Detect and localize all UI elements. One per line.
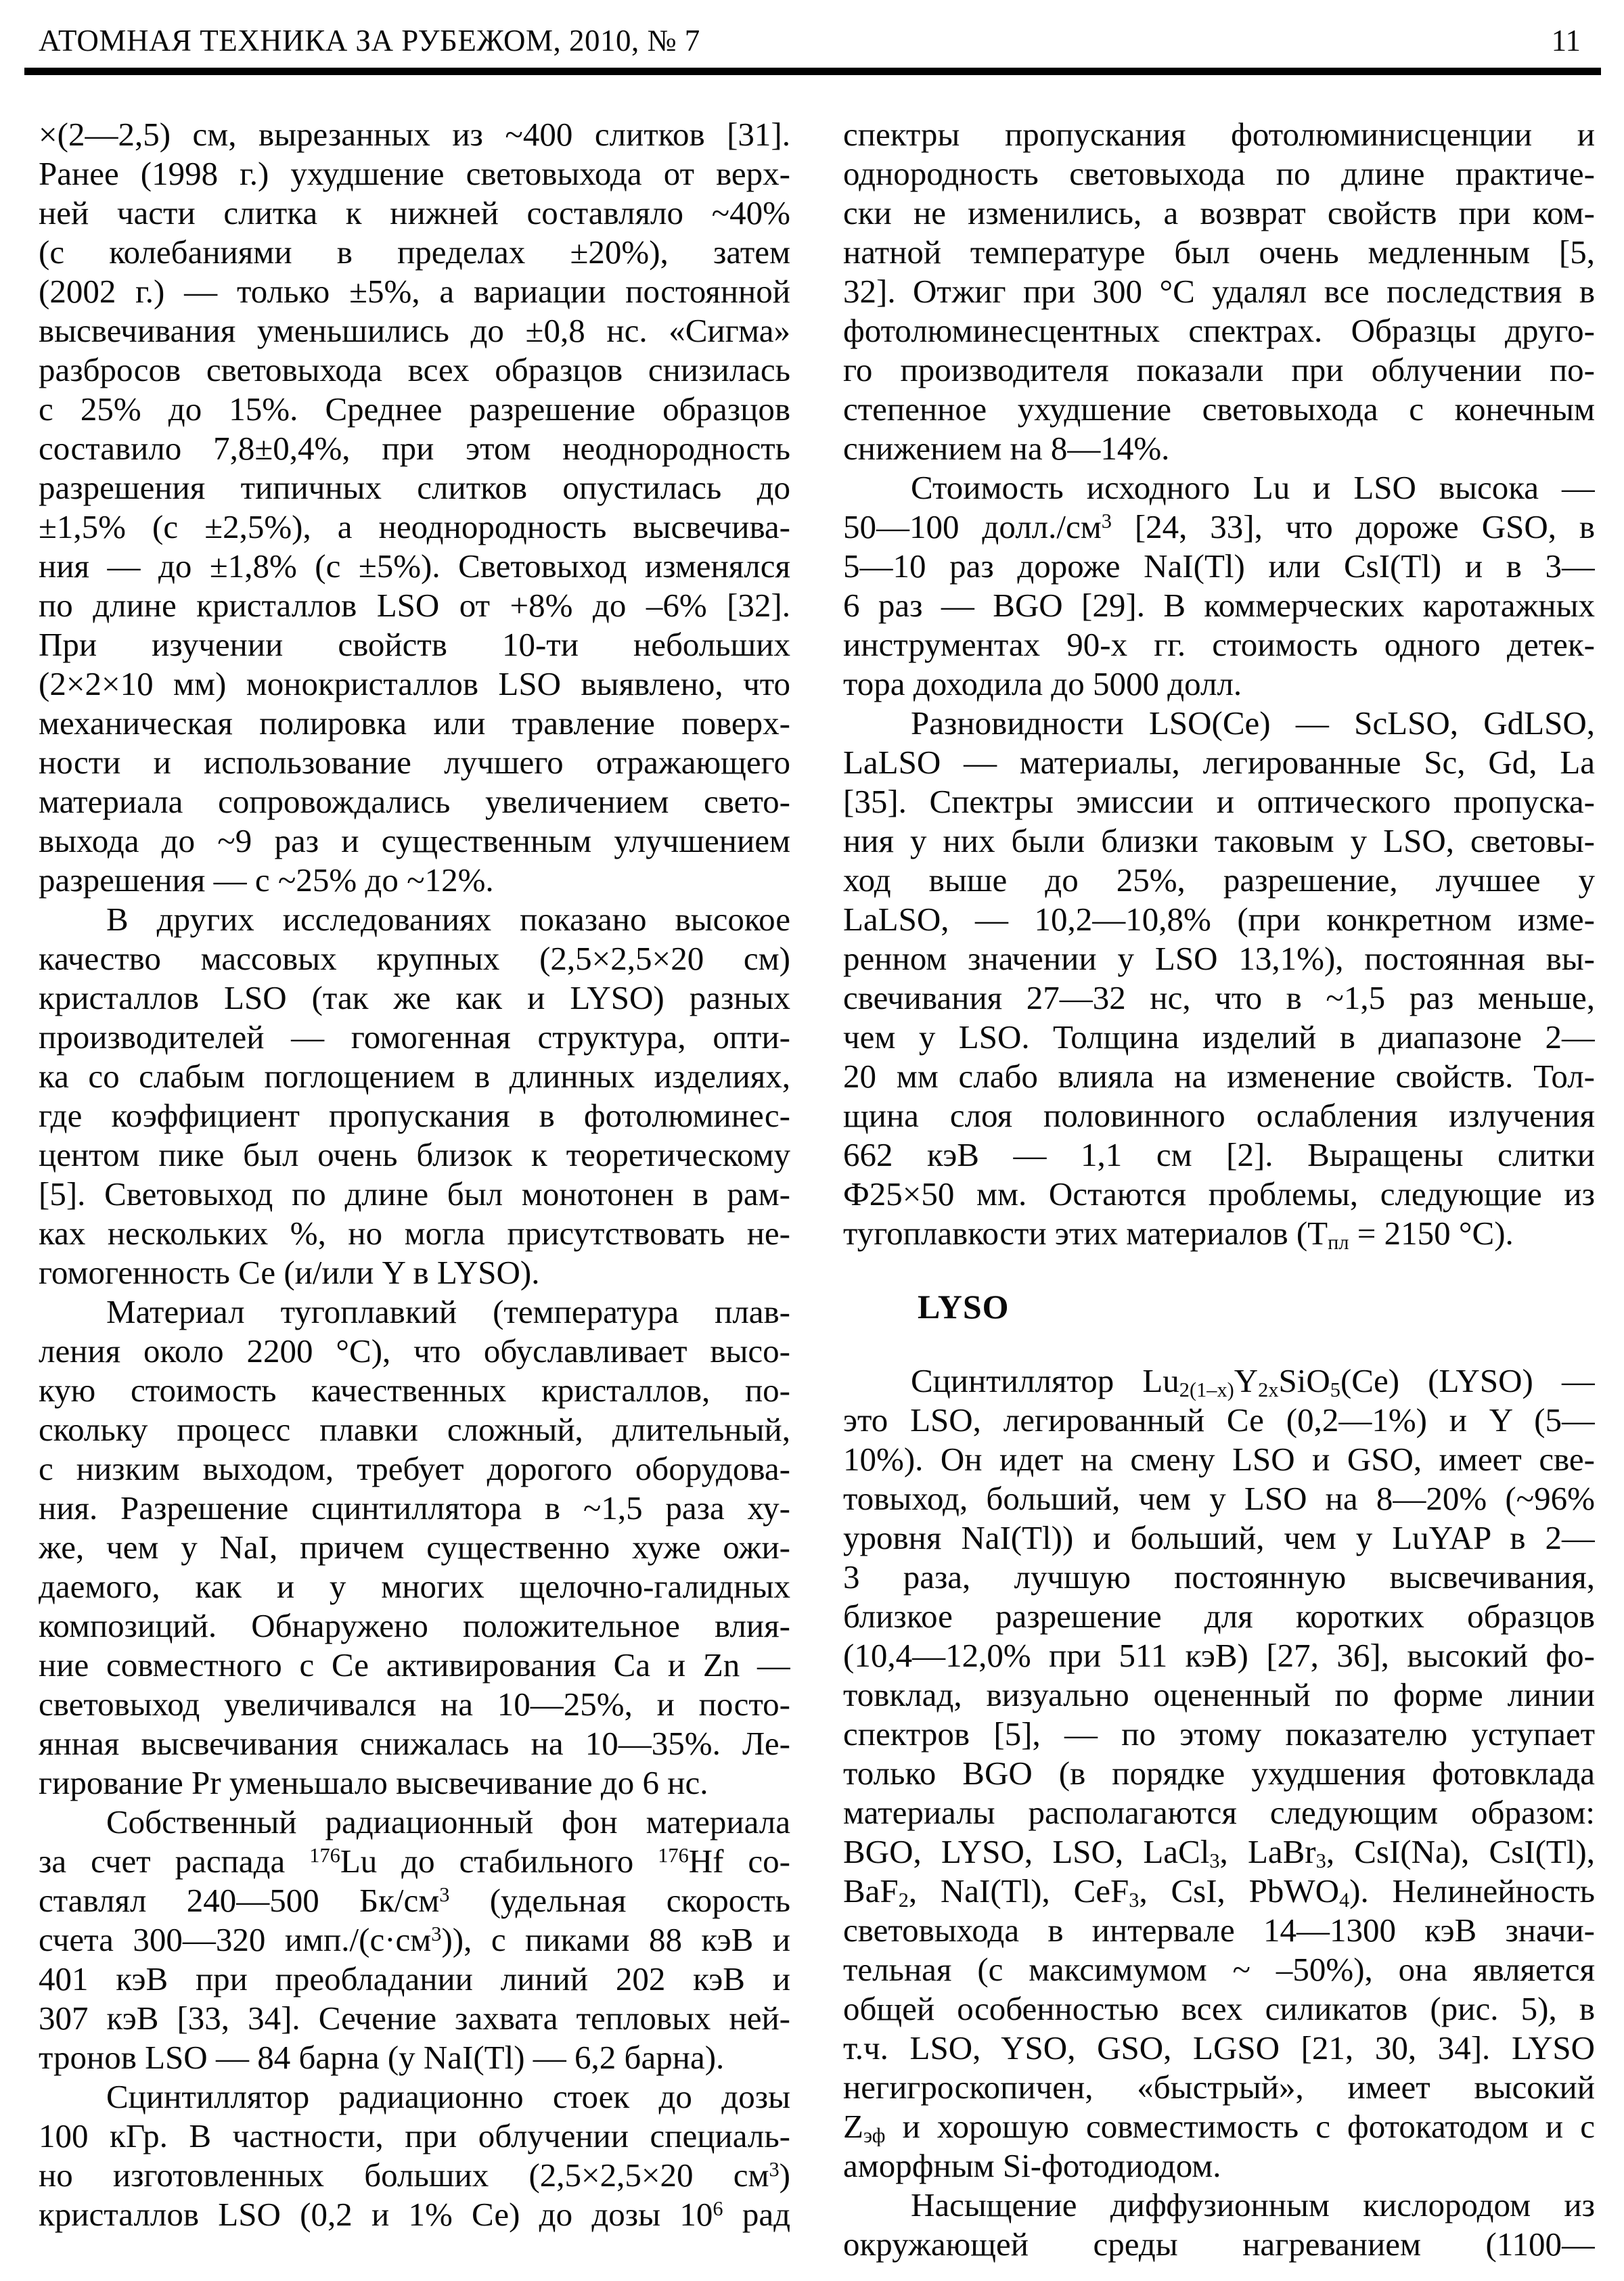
text-line: Ф25×50 мм. Остаются проблемы, следующие из xyxy=(843,1175,1595,1213)
text-line: тельная (с максимумом ~ –50%), она является xyxy=(843,1951,1595,1988)
text-line: Ранее (1998 г.) ухудшение световыхода от верх- xyxy=(39,155,790,192)
text-line: $Z_{эф}$ и хорошую совместимость с фотокатодом и с xyxy=(843,2108,1595,2146)
text-line: кристаллов LSO (так же как и LYSO) разных xyxy=(39,979,790,1016)
text-line: ния у них были близки таковым у LSO, световы- xyxy=(843,822,1595,859)
text-line: щина слоя половинного ослабления излучения xyxy=(843,1097,1595,1134)
text-line: Разновидности LSO(Ce) — ScLSO, GdLSO, xyxy=(911,704,1595,742)
text-line: по длине кристаллов LSO от +8% до –6% [32]. xyxy=(39,587,790,624)
text-line: BaF$_2$, NaI(Tl), CeF$_3$, CsI, PbWO$_4$). Нелинейность xyxy=(843,1872,1595,1911)
text-line: гирование Pr уменьшало высвечивание до 6 нс. xyxy=(39,1764,708,1801)
text-line: кую стоимость качественных кристаллов, по- xyxy=(39,1372,790,1409)
text-line: снижением на 8—14%. xyxy=(843,430,1170,467)
text-line: ±1,5% (с ±2,5%), а неоднородность высвечива- xyxy=(39,508,790,545)
text-line: качество массовых крупных (2,5×2,5×20 см) xyxy=(39,940,790,977)
text-line: ренном значении у LSO 13,1%), постоянная вы- xyxy=(843,940,1595,977)
text-line: тронов LSO — 84 барна (у NaI(Tl) — 6,2 барна). xyxy=(39,2039,725,2076)
text-line: спектров [5], — по этому показателю уступает xyxy=(843,1715,1595,1753)
text-line: однородность световыхода по длине практиче- xyxy=(843,155,1595,192)
text-line: 100 кГр. В частности, при облучении специаль- xyxy=(39,2117,790,2154)
text-line: где коэффициент пропускания в фотолюминес- xyxy=(39,1097,790,1134)
text-line: ности и использование лучшего отражающего xyxy=(39,744,790,781)
text-line: разбросов световыхода всех образцов снизилась xyxy=(39,351,790,388)
text-line: Собственный радиационный фон материала xyxy=(106,1803,790,1840)
text-line: Насыщение диффузионным кислородом из xyxy=(911,2186,1595,2223)
text-line: натной температуре был очень медленным [5, xyxy=(843,233,1595,271)
text-line: же, чем у NaI, причем существенно хуже ожи- xyxy=(39,1529,790,1566)
journal-title: АТОМНАЯ ТЕХНИКА ЗА РУБЕЖОМ, 2010, № 7 xyxy=(39,24,700,58)
text-line: даемого, как и у многих щелочно-галидных xyxy=(39,1568,790,1605)
text-line: [5]. Световыход по длине был монотонен в рам- xyxy=(39,1175,790,1213)
text-line: товклад, визуально оцененный по форме линии xyxy=(843,1676,1595,1713)
text-line: ния — до ±1,8% (с ±5%). Световыход изменялся xyxy=(39,547,790,585)
text-line: Сцинтиллятор $Lu_{2(1-x)}Y_{2x}SiO_5(Ce)$ (LYSO) — xyxy=(911,1362,1595,1401)
text-line: механическая полировка или травление поверх- xyxy=(39,704,790,742)
text-line: 3 раза, лучшую постоянную высвечивания, xyxy=(843,1558,1595,1596)
text-line: янная высвечивания снижалась на 10—35%. Ле- xyxy=(39,1725,790,1762)
text-line: с низким выходом, требует дорогого оборудова- xyxy=(39,1450,790,1487)
text-line: ней части слитка к нижней составляло ~40% xyxy=(39,194,790,231)
text-line: т.ч. LSO, YSO, GSO, LGSO [21, 30, 34]. LYSO xyxy=(843,2029,1595,2067)
text-line: 10%). Он идет на смену LSO и GSO, имеет све- xyxy=(843,1441,1595,1478)
text-line: гомогенность Се (и/или Y в LYSO). xyxy=(39,1254,540,1291)
text-line: окружающей среды нагреванием (1100— xyxy=(843,2226,1595,2263)
text-line: (2002 г.) — только ±5%, а вариации постоянной xyxy=(39,273,790,310)
text-line: тугоплавкости этих материалов ($Т_{пл} = 2150$ °С). xyxy=(843,1215,1514,1253)
text-line: чем у LSO. Толщина изделий в диапазоне 2— xyxy=(843,1018,1595,1056)
text-line: с 25% до 15%. Среднее разрешение образцов xyxy=(39,390,790,428)
text-line: (с колебаниями в пределах ±20%), затем xyxy=(39,233,790,271)
column-left xyxy=(39,115,790,2234)
text-line: за счет распада $^{176}$Lu до стабильного $^{176}$Hf со- xyxy=(39,1843,790,1880)
text-line: высвечивания уменьшились до ±0,8 нс. «Сигма» xyxy=(39,312,790,349)
text-line: Материал тугоплавкий (температура плав- xyxy=(106,1293,790,1330)
text-line: ния. Разрешение сцинтиллятора в ~1,5 раза ху- xyxy=(39,1489,790,1527)
text-line: 662 кэВ — 1,1 см [2]. Выращены слитки xyxy=(843,1136,1595,1173)
text-line: скольку процесс плавки сложный, длительный, xyxy=(39,1411,790,1448)
text-line: товыход, больший, чем у LSO на 8—20% (~96% xyxy=(843,1480,1595,1517)
text-line: (2×2×10 мм) монокристаллов LSO выявлено, что xyxy=(39,665,790,702)
text-line: ние совместного с Се активирования Са и Zn — xyxy=(39,1646,790,1684)
page-number: 11 xyxy=(1551,24,1581,58)
column-right xyxy=(843,115,1595,2264)
text-line: близкое разрешение для коротких образцов xyxy=(843,1598,1595,1635)
text-line: разрешения типичных слитков опустилась до xyxy=(39,469,790,506)
text-line: только BGO (в порядке ухудшения фотовклада xyxy=(843,1755,1595,1792)
text-line: степенное ухудшение световыхода с конечным xyxy=(843,390,1595,428)
text-line: материала сопровождались увеличением свето- xyxy=(39,783,790,820)
text-line: разрешения — с ~25% до ~12%. xyxy=(39,861,494,899)
text-line: составило 7,8±0,4%, при этом неоднородность xyxy=(39,430,790,467)
text-line: кристаллов LSO (0,2 и 1% Се) до дозы $10^6$ рад xyxy=(39,2196,790,2233)
text-line: го производителя показали при облучении по- xyxy=(843,351,1595,388)
text-line: ход выше до 25%, разрешение, лучшее у xyxy=(843,861,1595,899)
text-line: LaLSO, — 10,2—10,8% (при конкретном изме- xyxy=(843,901,1595,938)
text-line: инструментах 90-х гг. стоимость одного детек- xyxy=(843,626,1595,663)
text-line: 6 раз — BGO [29]. В коммерческих каротажных xyxy=(843,587,1595,624)
text-line: уровня NaI(Tl)) и больший, чем у LuYAP в 2— xyxy=(843,1519,1595,1556)
text-line: 50—100 $долл./см^3$ [24, 33], что дороже GSO, в xyxy=(843,508,1595,545)
text-line: ка со слабым поглощением в длинных изделиях, xyxy=(39,1058,790,1095)
text-line: При изучении свойств 10-ти небольших xyxy=(39,626,790,663)
text-line: 5—10 раз дороже NaI(Tl) или CsI(Tl) и в 3— xyxy=(843,547,1595,585)
text-line: ски не изменились, а возврат свойств при ком- xyxy=(843,194,1595,231)
text-line: материалы располагаются следующим образом: xyxy=(843,1794,1595,1831)
text-line: 401 кэВ при преобладании линий 202 кэВ и xyxy=(39,1960,790,1997)
text-line: 32]. Отжиг при 300 °С удалял все последствия в xyxy=(843,273,1595,310)
section-heading: LYSO xyxy=(918,1288,1010,1326)
text-line: тора доходила до 5000 долл. xyxy=(843,665,1242,702)
text-line: Стоимость исходного Lu и LSO высока — xyxy=(911,469,1595,506)
header-rule xyxy=(24,68,1601,75)
text-line: ления около 2200 °С), что обуславливает высо- xyxy=(39,1332,790,1370)
text-line: композиций. Обнаружено положительное влия- xyxy=(39,1607,790,1644)
text-line: но изготовленных больших (2,5×2,5×20 $см^3$) xyxy=(39,2156,790,2194)
text-line: световыход увеличивался на 10—25%, и посто- xyxy=(39,1686,790,1723)
text-line: 20 мм слабо влияла на изменение свойств. Тол- xyxy=(843,1058,1595,1095)
text-line: центом пике был очень близок к теоретическому xyxy=(39,1136,790,1173)
text-line: негигроскопичен, «быстрый», имеет высокий xyxy=(843,2069,1595,2106)
text-line: 307 кэВ [33, 34]. Сечение захвата тепловых ней- xyxy=(39,2000,790,2037)
text-line: счета 300—320 $имп./(с\cdot см^3)$), с пиками 88 кэВ и xyxy=(39,1921,790,1958)
text-line: В других исследованиях показано высокое xyxy=(106,901,790,938)
text-line: [35]. Спектры эмиссии и оптического пропуска- xyxy=(843,783,1595,820)
text-line: свечивания 27—32 нс, что в ~1,5 раз меньше, xyxy=(843,979,1595,1016)
text-line: (10,4—12,0% при 511 кэВ) [27, 36], высокий фо- xyxy=(843,1637,1595,1674)
text-line: BGO, LYSO, LSO, LaCl$_3$, LaBr$_3$, CsI(Na), CsI(Tl), xyxy=(843,1833,1595,1872)
text-line: LaLSO — материалы, легированные Sc, Gd, La xyxy=(843,744,1595,781)
text-line: световыхода в интервале 14—1300 кэВ значи- xyxy=(843,1912,1595,1949)
text-line: это LSO, легированный Се (0,2—1%) и Y (5— xyxy=(843,1401,1595,1439)
text-line: выхода до ~9 раз и существенным улучшением xyxy=(39,822,790,859)
text-line: Сцинтиллятор радиационно стоек до дозы xyxy=(106,2078,790,2115)
text-line: производителей — гомогенная структура, опти- xyxy=(39,1018,790,1056)
text-line: ках нескольких %, но могла присутствовать не- xyxy=(39,1215,790,1252)
text-line: фотолюминесцентных спектрах. Образцы друго- xyxy=(843,312,1595,349)
text-line: аморфным Si-фотодиодом. xyxy=(843,2147,1221,2184)
text-line: ×(2—2,5) см, вырезанных из ~400 слитков [31]. xyxy=(39,116,790,153)
text-line: общей особенностью всех силикатов (рис. 5), в xyxy=(843,1990,1595,2027)
text-line: спектры пропускания фотолюминисценции и xyxy=(843,116,1595,153)
text-line: ставлял 240—500 $Бк/см^3$ (удельная скорость xyxy=(39,1882,790,1919)
